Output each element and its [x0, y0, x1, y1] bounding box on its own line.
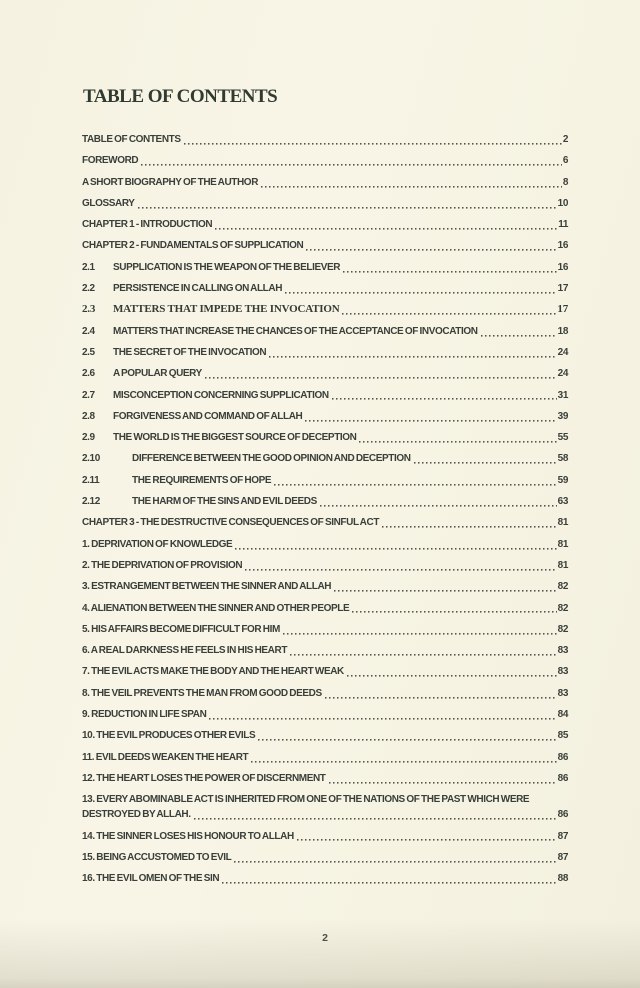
toc-entry: [82, 792, 568, 822]
toc-entry: [82, 515, 568, 530]
toc-entry: [82, 281, 568, 296]
toc-entry-label: 6. A REAL DARKNESS HE FEELS IN HIS HEART: [82, 645, 288, 657]
dot-leader: [283, 624, 557, 637]
toc-entry-page: 87: [557, 851, 568, 863]
dot-leader: [325, 688, 557, 701]
toc-entry-page: 17: [557, 303, 568, 316]
toc-entry-number: 2.8: [82, 410, 95, 422]
toc-entry-label-line2: DESTROYED BY ALLAH.: [82, 809, 191, 821]
dot-leader: [245, 560, 557, 573]
toc-entry-page: 6: [562, 155, 568, 167]
toc-entry: [82, 451, 568, 466]
toc-entry-label: 15. BEING ACCUSTOMED TO EVIL: [82, 851, 232, 863]
dot-leader: [258, 730, 556, 743]
toc-entry-page: 82: [557, 623, 568, 635]
dot-leader: [235, 539, 556, 552]
toc-entry-page: 84: [557, 709, 568, 721]
toc-entry-page: 16: [557, 261, 568, 273]
toc-entry-page: 18: [557, 325, 568, 337]
dot-leader: [347, 666, 557, 679]
toc-entry: [82, 494, 568, 509]
toc-entry-label: 12. THE HEART LOSES THE POWER OF DISCERNMENT: [82, 772, 326, 784]
toc-entry-page: 11: [558, 219, 568, 231]
dot-leader: [414, 453, 557, 466]
dot-leader: [297, 831, 557, 844]
toc-entry-page: 8: [562, 176, 568, 188]
dot-leader: [194, 809, 557, 822]
toc-entry-label: 2. THE DEPRIVATION OF PROVISION: [82, 559, 243, 571]
toc-entry-number: 2.4: [82, 325, 95, 337]
toc-entry-label: CHAPTER 1 - INTRODUCTION: [82, 219, 213, 231]
toc-entry: [82, 622, 568, 637]
toc-entry: [82, 473, 568, 488]
toc-entry: [82, 871, 568, 886]
toc-entry-number: 2.12: [82, 496, 100, 508]
dot-leader: [251, 752, 556, 765]
toc-entry: [82, 132, 568, 147]
dot-leader: [332, 390, 557, 403]
toc-entry-label: THE WORLD IS THE BIGGEST SOURCE OF DECEPTION: [113, 432, 357, 444]
dot-leader: [290, 645, 557, 658]
dot-leader: [215, 219, 557, 232]
toc-entry-label: CHAPTER 3 - THE DESTRUCTIVE CONSEQUENCES OF SINFUL ACT: [82, 517, 380, 529]
toc-entry-page: 81: [557, 517, 568, 529]
dot-leader: [329, 773, 557, 786]
toc-entry-label: 3. ESTRANGEMENT BETWEEN THE SINNER AND ALLAH: [82, 581, 332, 593]
toc-entry-label: DIFFERENCE BETWEEN THE GOOD OPINION AND DECEPTION: [132, 453, 411, 465]
dot-leader: [306, 240, 556, 253]
toc-entry-label: 1. DEPRIVATION OF KNOWLEDGE: [82, 538, 233, 550]
page-number: 2: [322, 932, 328, 944]
toc-entry: [82, 153, 568, 168]
toc-entry-number: 2.1: [82, 261, 95, 273]
toc-entry-label: GLOSSARY: [82, 197, 135, 209]
dot-leader: [222, 873, 556, 886]
toc-entry-label: TABLE OF CONTENTS: [82, 134, 181, 145]
toc-entry-label: FOREWORD: [82, 155, 139, 167]
toc-entry-label: THE REQUIREMENTS OF HOPE: [132, 474, 272, 486]
toc-entry: [82, 366, 568, 381]
toc-entry-label: CHAPTER 2 - FUNDAMENTALS OF SUPPLICATION: [82, 240, 304, 252]
toc-entry-page: 24: [557, 368, 568, 380]
toc-entry-page: 82: [557, 602, 568, 614]
dot-leader: [359, 432, 556, 445]
toc-entry-label: FORGIVENESS AND COMMAND OF ALLAH: [113, 410, 303, 422]
toc-entry-page: 83: [557, 645, 568, 657]
dot-leader: [274, 475, 557, 488]
toc-entry: [82, 345, 568, 360]
toc-entry: [82, 196, 568, 211]
toc-entry-label: MATTERS THAT INCREASE THE CHANCES OF THE ACCEPTANCE OF INVOCATION: [113, 325, 478, 337]
toc-entry: [82, 175, 568, 190]
toc-entry: [82, 409, 568, 424]
toc-entry-label: THE SECRET OF THE INVOCATION: [113, 346, 267, 358]
toc-entry-page: 17: [557, 283, 568, 295]
dot-leader: [382, 517, 557, 530]
toc-entry-label: 4. ALIENATION BETWEEN THE SINNER AND OTHER PEOPLE: [82, 602, 350, 614]
toc-entry-label: 10. THE EVIL PRODUCES OTHER EVILS: [82, 730, 256, 742]
toc-entry: [82, 537, 568, 552]
toc-entry: [82, 430, 568, 445]
toc-entry: [82, 324, 568, 339]
toc-entry-label: 5. HIS AFFAIRS BECOME DIFFICULT FOR HIM: [82, 623, 280, 635]
toc-entry-label: 13. EVERY ABOMINABLE ACT IS INHERITED FROM ONE OF THE NATIONS OF THE PAST WHICH WERE: [82, 794, 530, 806]
page-title: TABLE OF CONTENTS: [83, 86, 278, 107]
toc-entry: [82, 829, 568, 844]
toc-entry-page: 88: [557, 873, 568, 885]
toc-entry-page: 31: [557, 389, 568, 401]
toc-entry: [82, 750, 568, 765]
toc-entry: [82, 260, 568, 275]
dot-leader: [261, 177, 562, 190]
toc-entry-page: 58: [557, 453, 568, 465]
toc-entry-number: 2.7: [82, 389, 95, 401]
dot-leader: [334, 581, 557, 594]
toc-entry-number: 2.11: [82, 474, 100, 486]
dot-leader: [320, 496, 557, 509]
toc-entry: [82, 601, 568, 616]
toc-entry: [82, 388, 568, 403]
toc-entry-page: 83: [557, 666, 568, 678]
toc-entry-page: 83: [557, 687, 568, 699]
toc-entry-number: 2.6: [82, 368, 95, 380]
toc-entry-number: 2.10: [82, 453, 100, 465]
toc-entry-number: 2.3: [82, 303, 96, 316]
toc-entry-label: MISCONCEPTION CONCERNING SUPPLICATION: [113, 389, 329, 401]
dot-leader: [343, 262, 557, 275]
dot-leader: [481, 326, 557, 339]
toc-entry-label: 8. THE VEIL PREVENTS THE MAN FROM GOOD DEEDS: [82, 687, 322, 699]
toc-entry-page: 82: [557, 581, 568, 593]
toc-entry-number: 2.5: [82, 346, 95, 358]
dot-leader: [285, 283, 557, 296]
toc-entry: [82, 728, 568, 743]
toc-entry: [82, 850, 568, 865]
toc-entry: [82, 771, 568, 786]
toc-entry-label: 14. THE SINNER LOSES HIS HONOUR TO ALLAH: [82, 830, 294, 842]
toc-entry-page: 16: [557, 240, 568, 252]
dot-leader: [352, 603, 556, 616]
table-of-contents-list: [82, 132, 568, 892]
toc-entry-page: 86: [557, 751, 568, 763]
toc-entry-page: 85: [557, 730, 568, 742]
toc-entry-label: A SHORT BIOGRAPHY OF THE AUTHOR: [82, 176, 259, 188]
dot-leader: [141, 155, 562, 168]
toc-entry-continuation: [82, 807, 568, 822]
toc-entry: [82, 707, 568, 722]
toc-entry-page: 24: [557, 346, 568, 358]
dot-leader: [205, 368, 557, 381]
dot-leader: [209, 709, 556, 722]
toc-entry-page: 63: [557, 496, 568, 508]
dot-leader: [184, 134, 562, 147]
toc-entry-label: 16. THE EVIL OMEN OF THE SIN: [82, 873, 220, 885]
toc-entry-page: 55: [557, 432, 568, 444]
toc-entry-page: 39: [557, 410, 568, 422]
toc-entry-page: 59: [557, 474, 568, 486]
toc-entry-label: MATTERS THAT IMPEDE THE INVOCATION: [113, 303, 340, 316]
toc-entry-page: 81: [557, 538, 568, 550]
toc-entry-label: 9. REDUCTION IN LIFE SPAN: [82, 709, 207, 721]
toc-entry-label: THE HARM OF THE SINS AND EVIL DEEDS: [132, 496, 317, 508]
toc-entry-page: 81: [557, 559, 568, 571]
toc-entry-page: 86: [557, 809, 568, 821]
toc-entry-label: PERSISTENCE IN CALLING ON ALLAH: [113, 283, 283, 295]
toc-entry-label: 11. EVIL DEEDS WEAKEN THE HEART: [82, 751, 249, 763]
dot-leader: [234, 852, 556, 865]
toc-entry: [82, 686, 568, 701]
toc-entry-page: 10: [557, 197, 568, 209]
dot-leader: [305, 411, 556, 424]
toc-entry: [82, 217, 568, 232]
toc-entry-number: 2.2: [82, 283, 95, 295]
toc-entry: [82, 558, 568, 573]
toc-entry-number: 2.9: [82, 432, 95, 444]
dot-leader: [138, 198, 557, 211]
toc-entry: [82, 238, 568, 253]
toc-entry-label: SUPPLICATION IS THE WEAPON OF THE BELIEVER: [113, 261, 341, 273]
toc-entry: [82, 664, 568, 679]
toc-entry-page: 87: [557, 830, 568, 842]
toc-entry-label: A POPULAR QUERY: [113, 368, 202, 380]
toc-entry: [82, 643, 568, 658]
dot-leader: [342, 304, 556, 317]
toc-entry: [82, 579, 568, 594]
dot-leader: [269, 347, 556, 360]
toc-entry-label: 7. THE EVIL ACTS MAKE THE BODY AND THE HEART WEAK: [82, 666, 344, 678]
toc-entry-page: 86: [557, 772, 568, 784]
toc-entry: [82, 302, 568, 317]
toc-entry-page: 2: [562, 134, 568, 145]
